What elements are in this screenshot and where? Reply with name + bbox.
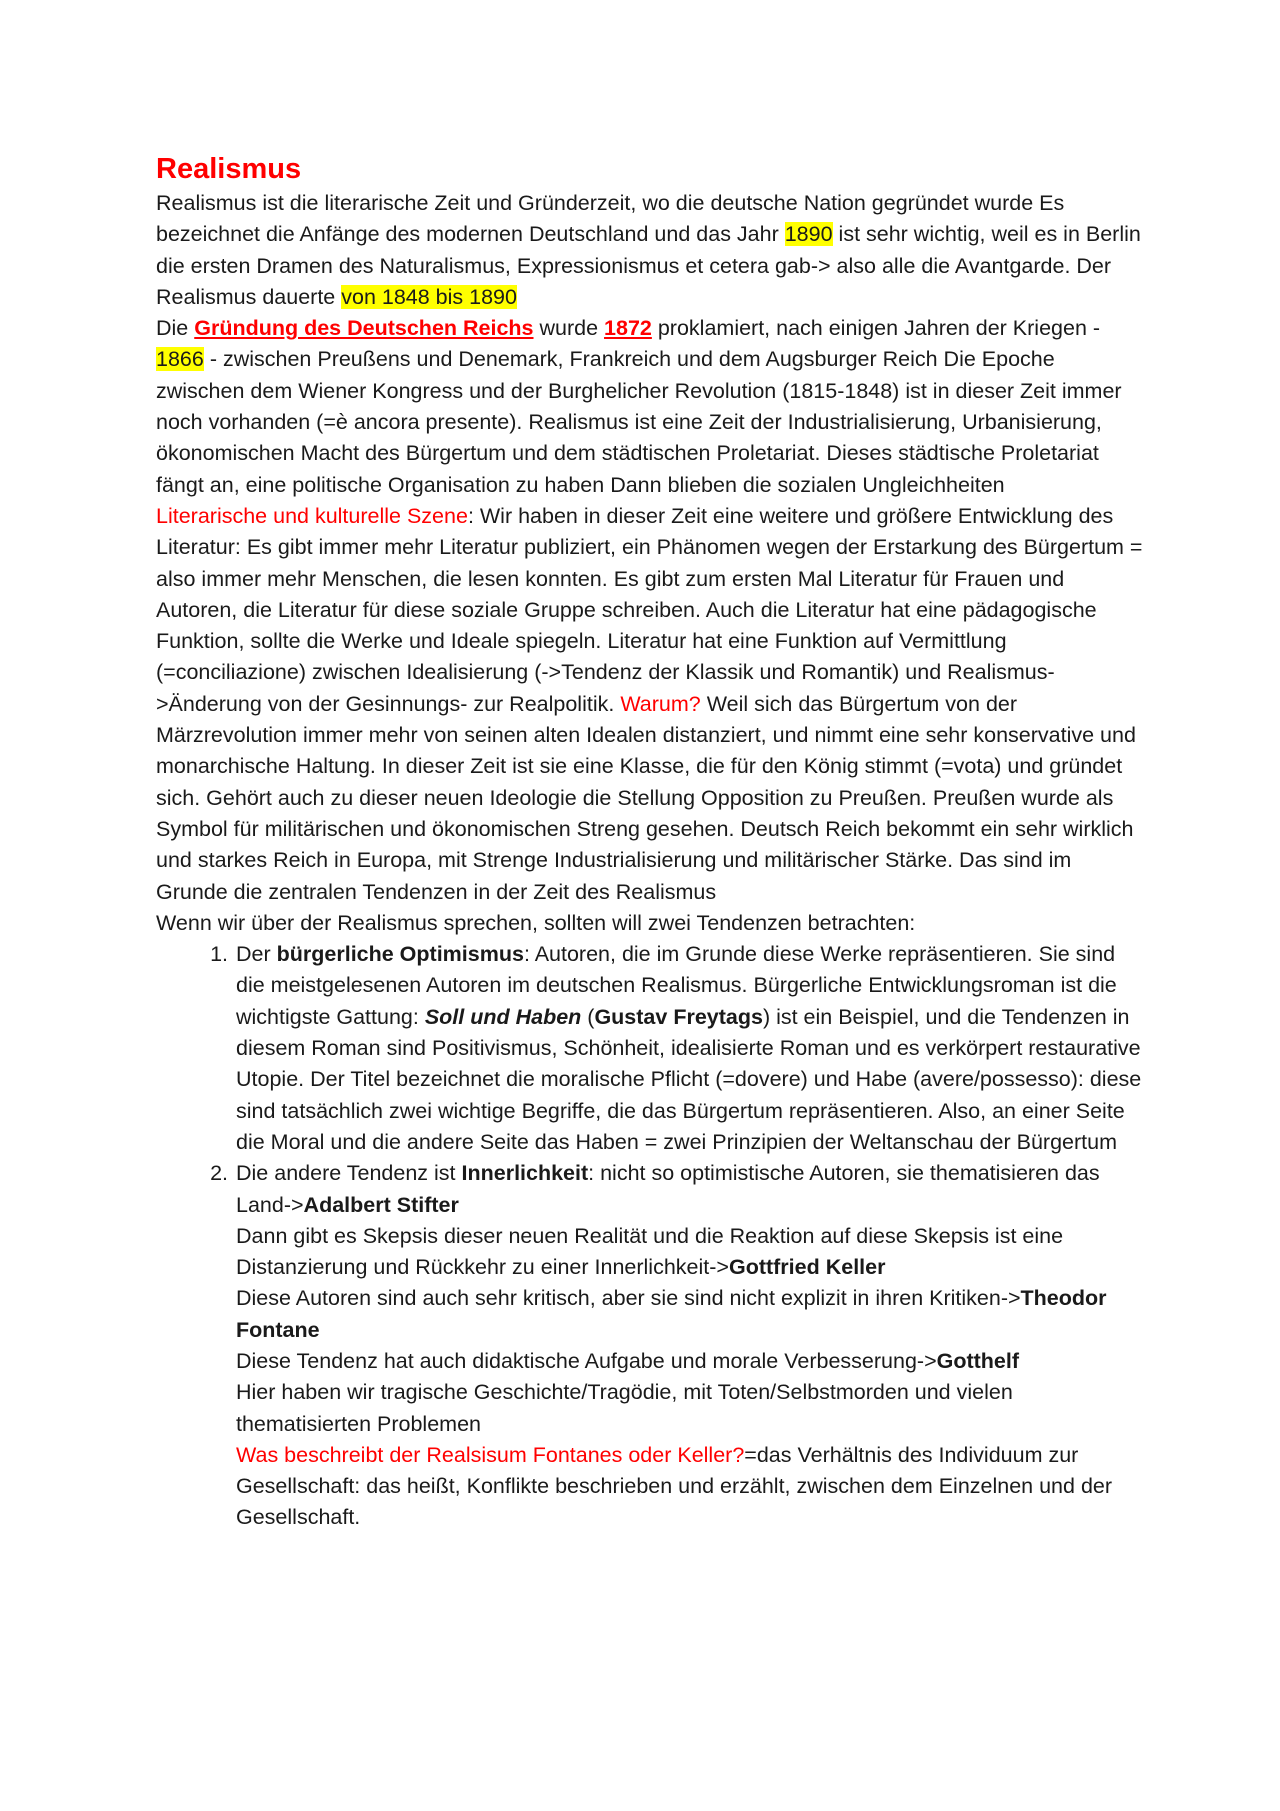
work-title: Soll und Haben [424,1004,582,1029]
paragraph-tendenzen: Wenn wir über der Realismus sprechen, sollten will zwei Tendenzen betrachten: [156,910,916,935]
highlight-period: von 1848 bis 1890 [341,284,517,309]
highlight-year: 1890 [784,222,833,247]
author-fontane: Theodor Fontane [236,1286,1107,1342]
text-span: Diese Autoren sind auch sehr kritisch, aber sie sind nicht explizit in ihren Kritiken-> [236,1286,1021,1311]
paragraph-intro [156,188,1146,313]
line-fontane [236,1283,1146,1346]
label-szene: Literarische und kulturelle Szene [156,503,468,528]
tendenzen-list [156,939,1146,1534]
text-span: proklamiert, nach einigen Jahren der Kriegen - [651,316,1101,341]
text-span: wurde [533,316,605,341]
paragraph-szene [156,501,1146,908]
highlight-1866: 1866 [156,347,204,372]
list-item [234,939,1146,1158]
text-span: - zwischen Preußens und Denemark, Frankreich und dem Augsburger Reich Die Epoche zwischen dem Wiener Kongress und der Burghelicher Revolution (1815-1848) ist in dieser Zeit immer noch vorhanden (=è ancora presente). Realismus ist eine Zeit der Industrialisierung, Urbanisierung, ökonomischen Macht des Bürgertum und dem städtischen Proletariat. Dieses städtische Proletariat fängt an, eine politische Organisation zu haben Dann blieben die sozialen Ungleichheiten [156,347,1122,497]
text-span: : Autoren, die im Grunde diese Werke repräsentieren. Sie sind die meistgelesenen Autoren im deutschen Realismus. Bürgerliche Entwicklungsroman ist die wichtigste Gattung: [236,942,1117,1029]
author-gotthelf: Gotthelf [936,1348,1020,1373]
list-item [234,1158,1146,1534]
text-span: Die andere Tendenz ist [236,1161,462,1186]
text-span: ist sehr wichtig, weil es in Berlin die ersten Dramen des Naturalismus, Expressionismus et cetera gab-> also alle die Avantgarde. Der Realismus dauerte [156,222,1141,309]
text-span: Diese Tendenz hat auch didaktische Aufgabe und morale Verbesserung-> [236,1348,937,1373]
line-question [236,1440,1146,1534]
text-span: : nicht so optimistische Autoren, sie thematisieren das Land-> [236,1161,1100,1217]
text-span: Die [156,316,195,341]
text-span: Weil sich das Bürgertum von der Märzrevolution immer mehr von seinen alten Idealen distanziert, und nimmt eine sehr konservative und monarchische Haltung. In dieser Zeit ist sie eine Klasse, die für den König stimmt (=vota) und gründet sich. Gehört auch zu dieser neuen Ideologie die Stellung Opposition zu Preußen. Preußen wurde als Symbol für militärischen und ökonomischen Streng gesehen. Deutsch Reich bekommt ein sehr wirklich und starkes Reich in Europa, mit Strenge Industrialisierung und militärischer Stärke. Das sind im Grunde die zentralen Tendenzen in der Zeit des Realismus [156,691,1136,904]
text-span: ( [581,1004,595,1029]
term-optimismus: bürgerliche Optimismus [276,942,524,967]
author-stifter: Adalbert Stifter [303,1192,459,1217]
author-name: Gustav Freytags [594,1004,763,1029]
line-gotthelf [236,1346,1146,1377]
link-1872[interactable]: 1872 [604,316,652,341]
text-span: Realismus ist die literarische Zeit und Gründerzeit, wo die deutsche Nation gegründet wurde Es bezeichnet die Anfänge des modernen Deutschland und das Jahr [156,191,1065,247]
line-keller [236,1221,1146,1284]
question-text: Was beschreibt der Realsisum Fontanes oder Keller? [236,1442,745,1467]
text-span: Dann gibt es Skepsis dieser neuen Realität und die Reaktion auf diese Skepsis ist eine Distanzierung und Rückkehr zu einer Innerlichkeit-> [236,1223,1064,1280]
line-tragik: Hier haben wir tragische Geschichte/Tragödie, mit Toten/Selbstmorden und vielen thematisierten Problemen [236,1380,1013,1436]
paragraph-reich [156,313,1146,501]
text-span: =das Verhältnis des Individuum zur Gesellschaft: das heißt, Konflikte beschrieben und erzählt, zwischen dem Einzelnen und der Gesellschaft. [236,1442,1113,1530]
label-warum: Warum? [620,691,701,716]
text-span: Der [236,942,277,967]
link-gruendung[interactable]: Gründung des Deutschen Reichs [194,316,534,341]
term-innerlichkeit: Innerlichkeit [461,1161,589,1186]
author-keller: Gottfried Keller [728,1255,886,1280]
text-span: : Wir haben in dieser Zeit eine weitere und größere Entwicklung des Literatur: Es gibt immer mehr Literatur publiziert, ein Phänomen wegen der Erstarkung des Bürgertum = also immer mehr Menschen, die lesen konnten. Es gibt zum ersten Mal Literatur für Frauen und Autoren, die Literatur für diese soziale Gruppe schreiben. Auch die Literatur hat eine pädagogische Funktion, sollte die Werke und Ideale spiegeln. Literatur hat eine Funktion auf Vermittlung (=conciliazione) zwischen Idealisierung (->Tendenz der Klassik und Romantik) und Realismus->Änderung von der Gesinnungs- zur Realpolitik. [156,503,1143,716]
text-span: ) ist ein Beispiel, und die Tendenzen in diesem Roman sind Positivismus, Schönheit, idealisierte Roman und es verkörpert restaurative Utopie. Der Titel bezeichnet die moralische Pflicht (=dovere) und Habe (avere/possesso): diese sind tatsächlich zwei wichtige Begriffe, die das Bürgertum repräsentieren. Also, an einer Seite die Moral und die andere Seite das Haben = zwei Prinzipien der Weltanschau der Bürgertum [236,1004,1142,1154]
page-title: Realismus [156,153,302,185]
document-page [156,150,1146,1534]
